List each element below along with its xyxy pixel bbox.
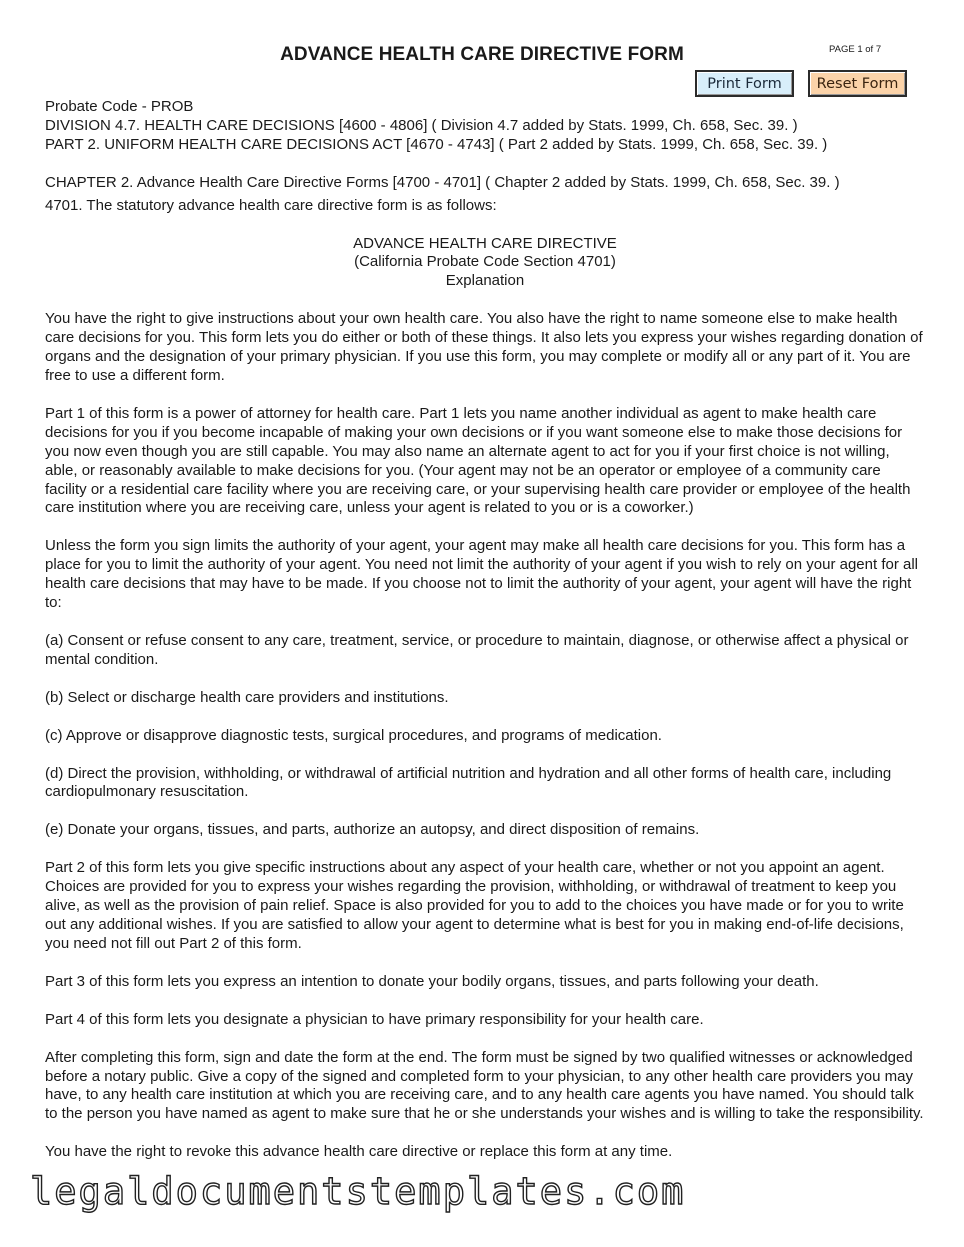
chapter-line: CHAPTER 2. Advance Health Care Directive Forms [4700 - 4701] ( Chapter 2 added by Stats. 1999, Ch. 658, Sec. 39. ) <box>45 173 840 191</box>
directive-heading-title: ADVANCE HEALTH CARE DIRECTIVE <box>353 234 617 252</box>
paragraph-part-1: Part 1 of this form is a power of attorney for health care. Part 1 lets you name another individual as agent to make health care decisions for you if you become incapable of making your own decisions or if you want someone else to make those decisions for you now even though you are still capable. You may also name an alternate agent to act for you if your first choice is not willing, able, or reasonably available to make decisions for you. (Your agent may not be an operator or employee of a community care facility or a residential care facility where you are receiving care, or your supervising health care provider or employee of the health care institution where you are receiving care, unless your agent is related to you or is a coworker.) <box>45 404 911 517</box>
form-title <box>0 44 964 66</box>
document-body <box>45 98 925 1162</box>
list-item-e: (e) Donate your organs, tissues, and parts, authorize an autopsy, and direct disposition of remains. <box>45 821 700 839</box>
list-item-b: (b) Select or discharge health care providers and institutions. <box>45 688 449 706</box>
print-form-button[interactable]: Print Form <box>695 70 794 97</box>
directive-heading-explanation: Explanation <box>445 272 525 290</box>
code-header-line-2: DIVISION 4.7. HEALTH CARE DECISIONS [4600 - 4806] ( Division 4.7 added by Stats. 1999, Ch. 658, Sec. 39. ) <box>45 116 798 134</box>
paragraph-part-2: Part 2 of this form lets you give specific instructions about any aspect of your health care, whether or not you appoint an agent. Choices are provided for you to express your wishes regarding the provision, withholding, or withdrawal of treatment to keep you alive, as well as the provision of pain relief. Space is also provided for you to add to the choices you have made or for you to write out any additional wishes. If you are satisfied to allow your agent to determine what is best for you in making end-of-life decisions, you need not fill out Part 2 of this form. <box>45 859 904 952</box>
list-item-d: (d) Direct the provision, withholding, or withdrawal of artificial nutrition and hydration and all other forms of health care, including cardiopulmonary resuscitation. <box>45 764 892 801</box>
form-title-text: ADVANCE HEALTH CARE DIRECTIVE FORM <box>280 44 684 65</box>
paragraph-agent-authority: Unless the form you sign limits the authority of your agent, your agent may make all health care decisions for you. This form has a place for you to limit the authority of your agent. You need not limit the authority of your agent if you wish to rely on your agent for all health care decisions that may have to be made. If you choose not to limit the authority of your agent, your agent will have the right to: <box>45 537 919 612</box>
page-indicator: PAGE 1 of 7 <box>829 44 882 55</box>
watermark-logo: legaldocumentstemplates.com <box>30 1170 686 1213</box>
paragraph-intro: You have the right to give instructions about your own health care. You also have the right to name someone else to make health care decisions for you. This form lets you do either or both of these things. It also lets you express your wishes regarding donation of organs and the designation of your primary physician. If you use this form, you may complete or modify all or any part of it. You are free to use a different form. <box>45 310 923 384</box>
section-intro: 4701. The statutory advance health care directive form is as follows: <box>45 196 497 214</box>
code-header-line-1: Probate Code - PROB <box>45 98 194 115</box>
paragraph-part-4: Part 4 of this form lets you designate a physician to have primary responsibility for your health care. <box>45 1010 704 1028</box>
paragraph-signing: After completing this form, sign and date the form at the end. The form must be signed by two qualified witnesses or acknowledged before a notary public. Give a copy of the signed and completed form to your physician, to any other health care providers you may have, to any health care institution at which you are receiving care, and to any health care agents you have named. You should talk to the person you have named as agent to make sure that he or she understands your wishes and is willing to take the responsibility. <box>45 1048 924 1123</box>
code-header-line-3: PART 2. UNIFORM HEALTH CARE DECISIONS ACT [4670 - 4743] ( Part 2 added by Stats. 1999, Ch. 658, Sec. 39. ) <box>45 135 828 153</box>
reset-form-button[interactable]: Reset Form <box>808 70 907 97</box>
paragraph-part-3: Part 3 of this form lets you express an intention to donate your bodily organs, tissues, and parts following your death. <box>45 972 819 990</box>
directive-heading-subtitle: (California Probate Code Section 4701) <box>354 253 616 271</box>
directive-heading <box>45 235 925 292</box>
list-item-c: (c) Approve or disapprove diagnostic tests, surgical procedures, and programs of medication. <box>45 726 662 744</box>
paragraph-revoke: You have the right to revoke this advance health care directive or replace this form at any time. <box>45 1143 673 1161</box>
list-item-a: (a) Consent or refuse consent to any care, treatment, service, or procedure to maintain, diagnose, or otherwise affect a physical or mental condition. <box>45 631 909 668</box>
